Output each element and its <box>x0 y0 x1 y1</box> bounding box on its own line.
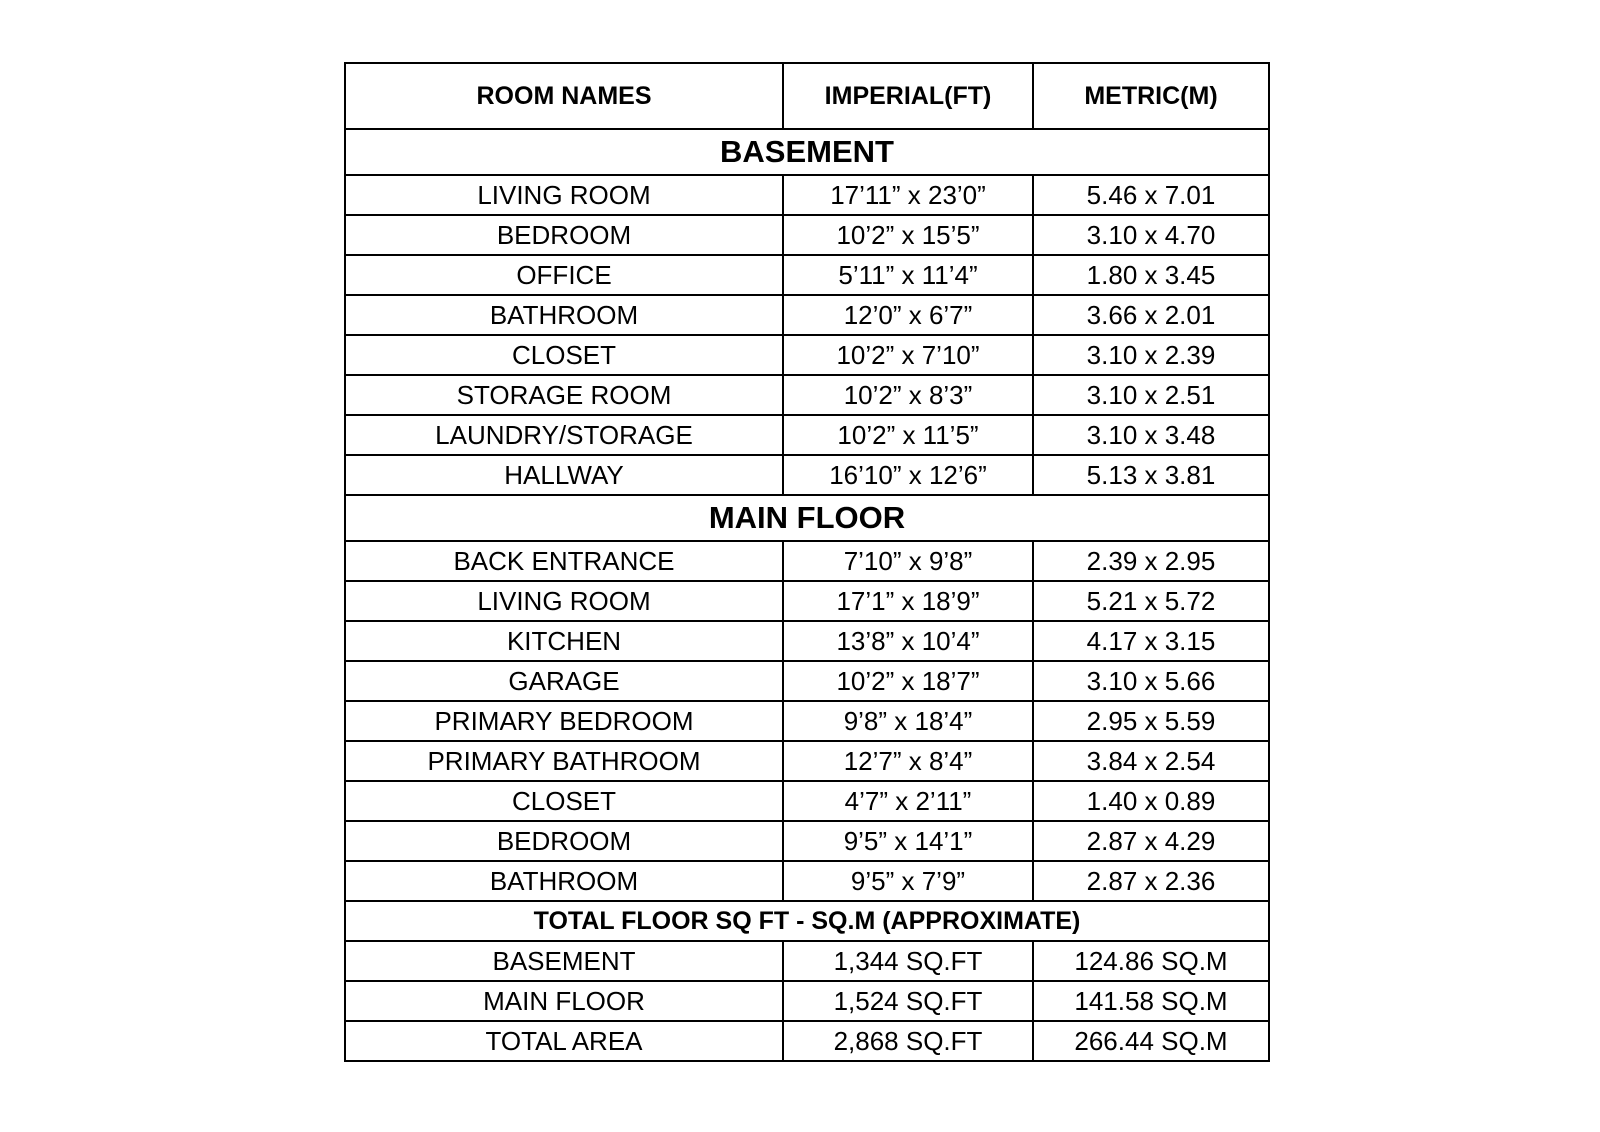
room-name-cell: HALLWAY <box>345 455 783 495</box>
room-name-cell: STORAGE ROOM <box>345 375 783 415</box>
room-name-cell: BEDROOM <box>345 215 783 255</box>
imperial-cell: 13’8” x 10’4” <box>783 621 1033 661</box>
table-row <box>345 295 1269 335</box>
imperial-cell: 12’7” x 8’4” <box>783 741 1033 781</box>
room-name-cell: LIVING ROOM <box>345 175 783 215</box>
section-header-main-floor <box>345 495 1269 541</box>
imperial-cell: 10’2” x 18’7” <box>783 661 1033 701</box>
table-row <box>345 781 1269 821</box>
metric-cell: 3.10 x 2.51 <box>1033 375 1269 415</box>
table-header-row <box>345 63 1269 129</box>
column-header-imperial: IMPERIAL(FT) <box>783 63 1033 129</box>
metric-cell: 3.10 x 3.48 <box>1033 415 1269 455</box>
metric-cell: 2.39 x 2.95 <box>1033 541 1269 581</box>
metric-cell: 266.44 SQ.M <box>1033 1021 1269 1061</box>
room-name-cell: OFFICE <box>345 255 783 295</box>
metric-cell: 1.80 x 3.45 <box>1033 255 1269 295</box>
room-name-cell: KITCHEN <box>345 621 783 661</box>
room-name-cell: BATHROOM <box>345 861 783 901</box>
metric-cell: 124.86 SQ.M <box>1033 941 1269 981</box>
table-row <box>345 175 1269 215</box>
column-header-metric: METRIC(M) <box>1033 63 1269 129</box>
metric-cell: 3.10 x 2.39 <box>1033 335 1269 375</box>
metric-cell: 2.87 x 4.29 <box>1033 821 1269 861</box>
room-name-cell: MAIN FLOOR <box>345 981 783 1021</box>
imperial-cell: 1,344 SQ.FT <box>783 941 1033 981</box>
room-name-cell: PRIMARY BATHROOM <box>345 741 783 781</box>
metric-cell: 3.10 x 4.70 <box>1033 215 1269 255</box>
table-row <box>345 581 1269 621</box>
section-title-basement: BASEMENT <box>345 129 1269 175</box>
table-row <box>345 821 1269 861</box>
room-name-cell: LAUNDRY/STORAGE <box>345 415 783 455</box>
table-row <box>345 255 1269 295</box>
imperial-cell: 17’11” x 23’0” <box>783 175 1033 215</box>
section-header-totals <box>345 901 1269 941</box>
imperial-cell: 10’2” x 8’3” <box>783 375 1033 415</box>
section-title-main-floor: MAIN FLOOR <box>345 495 1269 541</box>
section-header-basement <box>345 129 1269 175</box>
table-row <box>345 541 1269 581</box>
imperial-cell: 17’1” x 18’9” <box>783 581 1033 621</box>
room-name-cell: CLOSET <box>345 335 783 375</box>
imperial-cell: 5’11” x 11’4” <box>783 255 1033 295</box>
imperial-cell: 12’0” x 6’7” <box>783 295 1033 335</box>
table-row <box>345 741 1269 781</box>
table-row <box>345 661 1269 701</box>
imperial-cell: 4’7” x 2’11” <box>783 781 1033 821</box>
imperial-cell: 2,868 SQ.FT <box>783 1021 1033 1061</box>
room-name-cell: BASEMENT <box>345 941 783 981</box>
room-name-cell: CLOSET <box>345 781 783 821</box>
metric-cell: 5.46 x 7.01 <box>1033 175 1269 215</box>
table-row <box>345 981 1269 1021</box>
table-row <box>345 455 1269 495</box>
imperial-cell: 9’8” x 18’4” <box>783 701 1033 741</box>
section-title-totals: TOTAL FLOOR SQ FT - SQ.M (APPROXIMATE) <box>345 901 1269 941</box>
metric-cell: 2.87 x 2.36 <box>1033 861 1269 901</box>
metric-cell: 4.17 x 3.15 <box>1033 621 1269 661</box>
imperial-cell: 7’10” x 9’8” <box>783 541 1033 581</box>
room-name-cell: PRIMARY BEDROOM <box>345 701 783 741</box>
table-row <box>345 375 1269 415</box>
metric-cell: 5.13 x 3.81 <box>1033 455 1269 495</box>
metric-cell: 3.66 x 2.01 <box>1033 295 1269 335</box>
column-header-room-names: ROOM NAMES <box>345 63 783 129</box>
table-row <box>345 861 1269 901</box>
imperial-cell: 16’10” x 12’6” <box>783 455 1033 495</box>
metric-cell: 5.21 x 5.72 <box>1033 581 1269 621</box>
room-name-cell: LIVING ROOM <box>345 581 783 621</box>
metric-cell: 3.84 x 2.54 <box>1033 741 1269 781</box>
table-row <box>345 1021 1269 1061</box>
table-row <box>345 335 1269 375</box>
imperial-cell: 10’2” x 15’5” <box>783 215 1033 255</box>
metric-cell: 3.10 x 5.66 <box>1033 661 1269 701</box>
room-name-cell: BACK ENTRANCE <box>345 541 783 581</box>
table-row <box>345 941 1269 981</box>
imperial-cell: 9’5” x 14’1” <box>783 821 1033 861</box>
table-row <box>345 701 1269 741</box>
room-dimensions-table <box>344 62 1270 1062</box>
room-name-cell: BATHROOM <box>345 295 783 335</box>
room-name-cell: BEDROOM <box>345 821 783 861</box>
table-row <box>345 415 1269 455</box>
imperial-cell: 9’5” x 7’9” <box>783 861 1033 901</box>
table-row <box>345 215 1269 255</box>
imperial-cell: 10’2” x 11’5” <box>783 415 1033 455</box>
imperial-cell: 10’2” x 7’10” <box>783 335 1033 375</box>
metric-cell: 2.95 x 5.59 <box>1033 701 1269 741</box>
metric-cell: 1.40 x 0.89 <box>1033 781 1269 821</box>
room-name-cell: TOTAL AREA <box>345 1021 783 1061</box>
imperial-cell: 1,524 SQ.FT <box>783 981 1033 1021</box>
room-name-cell: GARAGE <box>345 661 783 701</box>
table-row <box>345 621 1269 661</box>
metric-cell: 141.58 SQ.M <box>1033 981 1269 1021</box>
